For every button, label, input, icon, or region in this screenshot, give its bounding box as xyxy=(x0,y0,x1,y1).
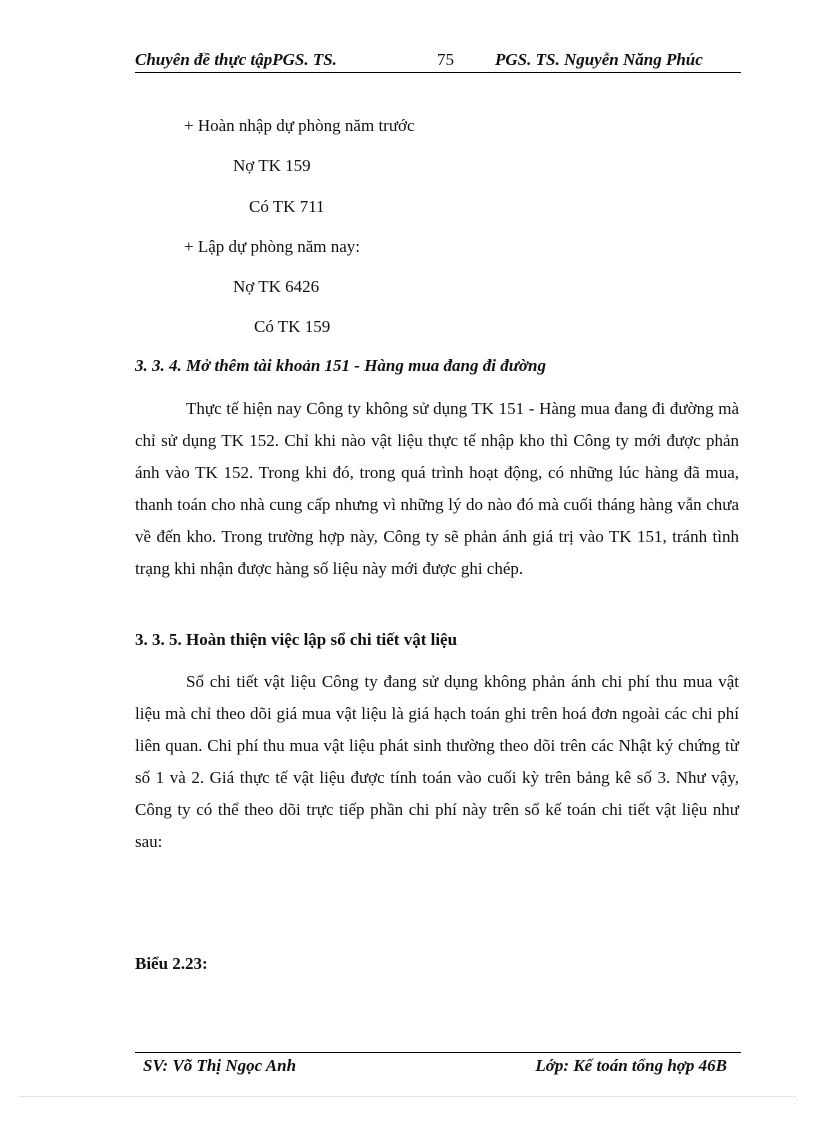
entry-provision-title: + Lập dự phòng năm nay: xyxy=(184,237,361,256)
table-label: Biểu 2.23: xyxy=(135,954,208,973)
section-3-3-5-heading: 3. 3. 5. Hoàn thiện việc lập sổ chi tiết vật liệu xyxy=(135,630,458,649)
entry-reversal-title: + Hoàn nhập dự phòng năm trước xyxy=(184,116,415,135)
entry-credit-159: Có TK 159 xyxy=(254,317,331,336)
footer-rule xyxy=(135,1052,741,1053)
footer-student: SV: Võ Thị Ngọc Anh xyxy=(143,1056,297,1075)
header-right-text: PGS. TS. Nguyễn Năng Phúc xyxy=(495,50,703,69)
page-header xyxy=(135,50,741,72)
section-3-3-5-paragraph: Sổ chi tiết vật liệu Công ty đang sử dụng không phản ánh chi phí thu mua vật liệu mà chỉ theo dõi giá mua vật liệu là giá hạch toán ghi trên hoá đơn ngoài các chi phí liên quan. Chi phí thu mua vật liệu phát sinh thường theo dõi trên các Nhật ký chứng từ số 1 và 2. Giá thực tế vật liệu được tính toán vào cuối kỳ trên bảng kê số 3. Như vậy, Công ty có thể theo dõi trực tiếp phần chi phí này trên sổ kế toán chi tiết vật liệu như sau: xyxy=(135,672,739,851)
section-3-3-4-paragraph: Thực tế hiện nay Công ty không sử dụng TK 151 - Hàng mua đang đi đường mà chỉ sử dụng TK 152. Chỉ khi nào vật liệu thực tế nhập kho thì Công ty mới được phản ánh vào TK 152. Trong khi đó, trong quá trình hoạt động, có những lúc hàng đã mua, thanh toán cho nhà cung cấp nhưng vì những lý do nào đó mà cuối tháng hàng vẫn chưa về đến kho. Trong trường hợp này, Công ty sẽ phản ánh giá trị vào TK 151, tránh tình trạng khi nhận được hàng số liệu này mới được ghi chép. xyxy=(135,399,739,578)
header-left-text: Chuyên đề thực tậpPGS. TS. xyxy=(135,50,337,69)
header-rule xyxy=(135,72,741,73)
page-bottom-divider xyxy=(20,1096,796,1097)
section-3-3-4-heading: 3. 3. 4. Mở thêm tài khoản 151 - Hàng mua đang đi đường xyxy=(135,356,546,375)
entry-credit-711: Có TK 711 xyxy=(249,197,325,216)
entry-debit-159: Nợ TK 159 xyxy=(233,156,311,175)
page-footer xyxy=(135,1056,741,1078)
footer-class: Lớp: Kế toán tổng hợp 46B xyxy=(535,1056,727,1075)
page-number: 75 xyxy=(437,50,454,69)
entry-debit-6426: Nợ TK 6426 xyxy=(233,277,320,296)
